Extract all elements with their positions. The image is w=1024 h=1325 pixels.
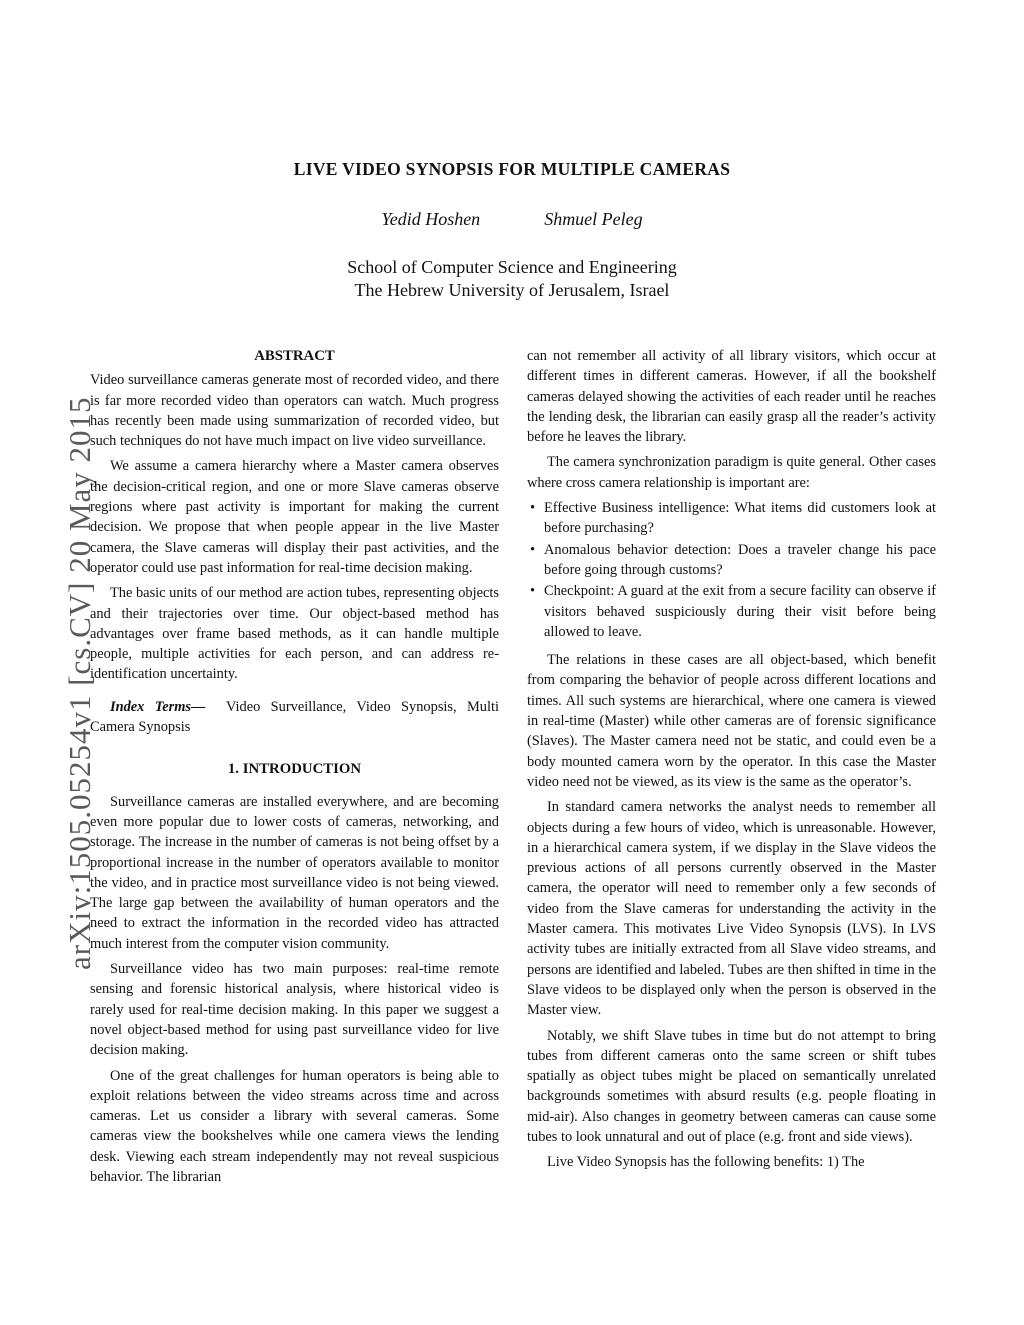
paper-title: LIVE VIDEO SYNOPSIS FOR MULTIPLE CAMERAS [293,159,731,179]
intro-paragraph: The camera synchronization paradigm is quite general. Other cases where cross camera relationship is important are: [527,454,936,491]
abstract-heading: ABSTRACT [254,348,335,364]
index-terms-text: Video Surveillance, Video Synopsis, Multi Camera Synopsis [90,698,500,736]
intro-paragraph: Notably, we shift Slave tubes in time but do not attempt to bring tubes from different cameras onto the same screen or shift tubes spatially as object tubes might be placed on semantically unrelated backgrounds sometimes with absurd results (e.g. people floating in mid-air). Also changes in geometry between cameras can cause some tubes to look unnatural and out of place (e.g. front and side views). [527,1027,936,1145]
abstract-paragraph: We assume a camera hierarchy where a Master camera observes the decision-critical region, and one or more Slave cameras observe regions where past activity is important for making the current decision. We propose that when people appear in the live Master camera, the Slave cameras will display their past activities, and the operator could use past information for real-time decision making. [90,458,499,576]
affiliation [0,256,1024,302]
arxiv-stamp [8,330,97,970]
abstract-paragraph: Video surveillance cameras generate most of recorded video, and there is far more recorded video than operators can watch. Much progress has recently been made using summarization of recorded video, but such techniques do not have much impact on live video surveillance. [90,372,499,450]
list-item-text: Checkpoint: A guard at the exit from a secure facility can observe if visitors behaved suspiciously during their visit before being allowed to leave. [544,583,936,640]
intro-paragraph: The relations in these cases are all object-based, which benefit from comparing the behavior of people across different locations and times. All such systems are hierarchical, where one camera is viewed in real-time (Master) while other cameras are of forensic significance (Slaves). The Master camera need not be static, and could even be a body mounted camera worn by the operator. In this case the Master video need not be viewed, as its view is the same as the operator’s. [527,652,936,790]
intro-continuation: can not remember all activity of all library visitors, which occur at different times in different cameras. However, if all the bookshelf cameras delayed showing the activities of each reader until he reaches the lending desk, the librarian can easily grasp all the reader’s activity before he leaves the library. [527,348,936,446]
intro-paragraph: Live Video Synopsis has the following benefits: 1) The [547,1154,865,1171]
right-column [527,346,936,1178]
intro-paragraph: Surveillance cameras are installed everywhere, and are becoming even more popular due to lower costs of cameras, networking, and storage. The increase in the number of cameras is not being offset by a proportional increase in the number of operators available to monitor the video, and in practice most surveillance video is not being viewed. The large gap between the availability of human operators and the need to extract the information in the recorded video has attracted much interest from the computer vision community. [90,793,499,952]
author-2: Shmuel Peleg [544,209,643,229]
bullet-icon: • [530,583,536,600]
list-item [527,540,936,581]
bullet-list [527,498,936,642]
list-item [527,498,936,539]
left-column [90,346,499,1192]
bullet-icon: • [530,541,536,558]
intro-paragraph: Surveillance video has two main purposes: real-time remote sensing and forensic historical analysis, where historical video is rarely used for real-time decision making. In this paper we suggest a novel object-based method for using past surveillance video for live decision making. [90,961,499,1059]
list-item [527,581,936,642]
list-item-text: Anomalous behavior detection: Does a traveler change his pace before going through customs? [544,541,936,578]
intro-paragraph: One of the great challenges for human operators is being able to exploit relations between the video streams across time and across cameras. Let us consider a library with several cameras. Some cameras view the bookshelves while one camera views the lending desk. Viewing each stream independently may not reveal suspicious behavior. The librarian [90,1067,499,1185]
intro-paragraph: In standard camera networks the analyst needs to remember all objects during a few hours of video, which is unreasonable. However, in a hierarchical camera system, if we display in the Slave videos the previous actions of all persons currently observed in the Master camera, the operator will need to remember only a few seconds of video from the Slave cameras for understanding the activity in the Master camera. This motivates Live Video Synopsis (LVS). In LVS activity tubes are initially extracted from all Slave video streams, and persons are identified and labeled. Tubes are then shifted in time in the Slave videos to be displayed only when the person is observed in the Master view. [527,799,936,1019]
index-terms [90,697,499,738]
abstract-paragraph: The basic units of our method are action tubes, representing objects and their trajectories over time. Our object-based method has advantages over frame based methods, as it can handle multiple people, multiple activities for each person, and can address re-identification uncertainty. [90,585,499,683]
author-list [0,209,1024,230]
index-terms-label: Index Terms— [110,698,206,715]
affiliation-line-2: The Hebrew University of Jerusalem, Israel [354,280,670,300]
list-item-text: Effective Business intelligence: What items did customers look at before purchasing? [544,500,936,537]
bullet-icon: • [530,500,536,517]
affiliation-line-1: School of Computer Science and Engineering [347,257,677,277]
arxiv-stamp-text: arXiv:1505.05254v1 [cs.CV] 20 May 2015 [62,396,97,970]
author-1: Yedid Hoshen [381,209,481,229]
introduction-heading: 1. INTRODUCTION [227,761,362,778]
